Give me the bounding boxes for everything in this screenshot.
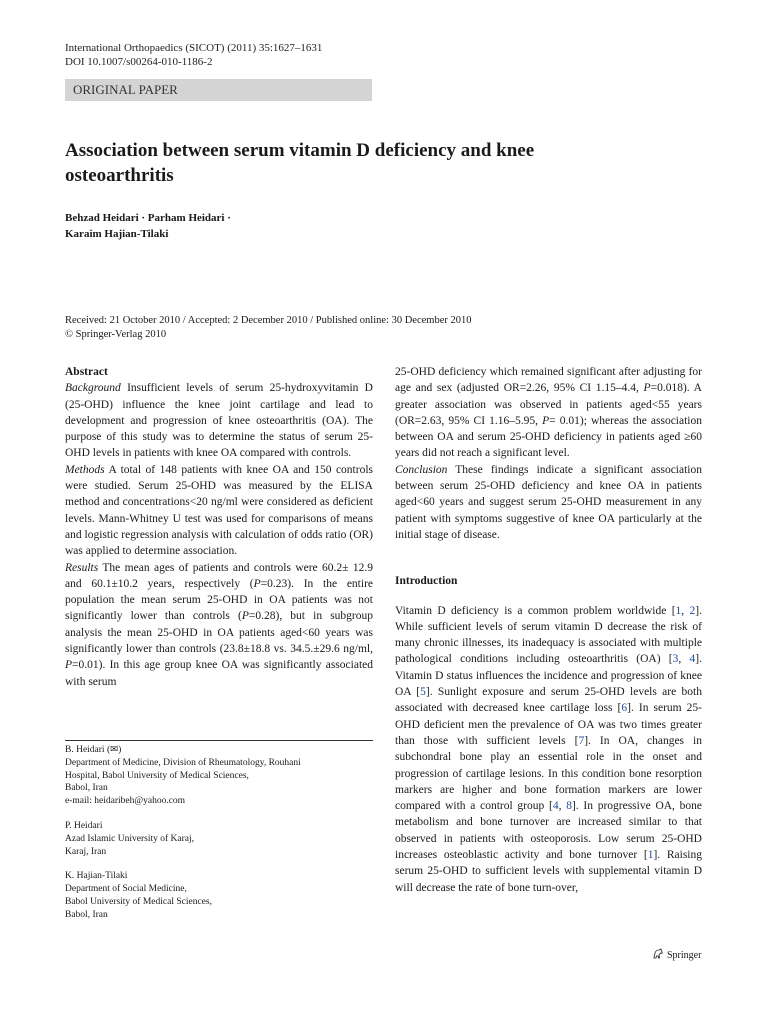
intro-text: ]. Sunlight exposure and serum 25-OHD levels are both associated with decreased knee cartilage loss [ — [395, 686, 702, 715]
citation-link[interactable]: 4 — [689, 653, 696, 666]
results-label: Results — [65, 561, 99, 574]
results-text: =0.23). In the entire population the mean serum 25-OHD in OA patients was not significantly lower than controls ( — [65, 577, 373, 623]
methods-label: Methods — [65, 463, 105, 476]
spacer — [395, 543, 702, 573]
author-list — [65, 210, 385, 242]
article-type-banner — [65, 79, 372, 101]
doi: DOI 10.1007/s00264-010-1186-2 — [65, 56, 213, 68]
abstract-conclusion — [395, 462, 702, 543]
springer-horse-icon — [652, 948, 664, 963]
journal-header — [65, 41, 322, 69]
background-label: Background — [65, 382, 121, 395]
abstract-results — [65, 560, 373, 690]
right-column — [395, 364, 702, 896]
affiliation-block — [65, 744, 365, 808]
copyright: © Springer-Verlag 2010 — [65, 329, 167, 340]
results-text: = 0.01); whereas the association between OA and serum 25-OHD deficiency in patients aged ≥60 years did not reach a significant level. — [395, 414, 702, 460]
affiliation-author: K. Hajian-Tilaki — [65, 871, 128, 882]
authors-line-1: Behzad Heidari · Parham Heidari · — [65, 212, 231, 224]
background-text: Insufficient levels of serum 25-hydroxyvitamin D (25-OHD) influence the knee joint cartilage and lead to development and progression of knee osteoarthritis (OA). The purpose of this study was to determine the status of serum 25-OHD levels in patients with knee OA compared with controls. — [65, 382, 373, 460]
affiliation-line: Department of Social Medicine, — [65, 884, 187, 895]
abstract-heading: Abstract — [65, 366, 108, 378]
results-text: The mean ages of patients and controls were 60.2± 12.9 and 60.1±10.2 years, respectively ( — [65, 561, 373, 590]
affiliation-line: Babol, Iran — [65, 909, 108, 920]
affiliation-block — [65, 870, 365, 921]
spacer — [395, 590, 702, 603]
journal-citation: International Orthopaedics (SICOT) (2011) 35:1627–1631 — [65, 42, 323, 54]
citation-link[interactable]: 8 — [566, 800, 572, 813]
results-text: =0.018). A greater association was observed in patients aged<55 years (OR=2.63, 95% CI 1.16–5.95, — [395, 382, 702, 427]
introduction-heading: Introduction — [395, 575, 458, 588]
footnote-divider — [65, 740, 373, 741]
intro-text: , — [681, 604, 690, 617]
affiliation-line: Babol University of Medical Sciences, — [65, 896, 212, 907]
intro-text: ]. Vitamin D status influences the incidence and progression of knee OA [ — [395, 653, 703, 699]
affiliation-line: Department of Medicine, Division of Rheumatology, Rouhani — [65, 757, 301, 768]
intro-text: ]. While sufficient levels of serum vitamin D decrease the risk of many chronic illnesses, its inadequacy is associated with multiple pathological conditions including osteoarthritis (OA) [ — [395, 604, 703, 666]
history-dates: Received: 21 October 2010 / Accepted: 2 December 2010 / Published online: 30 December 2010 — [65, 315, 472, 326]
p-value-label: P — [542, 414, 550, 427]
abstract-methods — [65, 462, 373, 560]
article-type-label: ORIGINAL PAPER — [73, 82, 178, 97]
authors-line-2: Karaim Hajian-Tilaki — [65, 228, 169, 240]
intro-text: ]. In serum 25-OHD deficient men the prevalence of OA was two times greater than those with sufficient levels [ — [395, 702, 703, 747]
intro-text: ]. In OA, changes in subchondral bone play an essential role in the onset and progression of cartilage lesions. In this condition bone resorption markers are higher and bone formation markers are lower compared with a control group [ — [395, 734, 702, 813]
affiliation-line: Babol, Iran — [65, 783, 108, 794]
affiliation-line: Karaj, Iran — [65, 846, 107, 857]
intro-text: , — [558, 800, 567, 813]
citation-link[interactable]: 4 — [552, 800, 559, 813]
results-text: =0.28), but in subgroup analysis the mean 25-OHD in OA patients aged<60 years was significantly lower than controls (23.8±18.8 vs. 34.5.±29.6 ng/ml, — [65, 610, 373, 656]
publication-dates — [65, 314, 625, 342]
affiliation-author: P. Heidari — [65, 820, 103, 831]
affiliation-block — [65, 820, 365, 858]
citation-link[interactable]: 1 — [647, 849, 654, 862]
results-text: =0.01). In this age group knee OA was significantly associated with serum — [65, 659, 373, 688]
p-value-label: P — [253, 577, 261, 590]
conclusion-label: Conclusion — [395, 463, 448, 476]
affiliation-line[interactable]: e-mail: heidaribeh@yahoo.com — [65, 796, 186, 807]
abstract-results-continued — [395, 364, 702, 462]
p-value-label: P — [65, 659, 73, 672]
citation-link[interactable]: 2 — [689, 604, 696, 617]
publisher-name: Springer — [667, 950, 702, 961]
affiliation-line: Azad Islamic University of Karaj, — [65, 833, 194, 844]
abstract-background — [65, 380, 373, 461]
publisher-mark — [652, 948, 701, 963]
conclusion-text: These findings indicate a significant association between serum 25-OHD deficiency and knee OA in patients aged<60 years and suggest serum 25-OHD measurement in any patient with symptoms suggestive of knee OA particularly at the initial stage of disease. — [395, 463, 702, 541]
left-column — [65, 364, 373, 690]
methods-text: A total of 148 patients with knee OA and 150 controls were studied. Serum 25-OHD was measured by the ELISA method and concentrations<20 ng/ml were considered as deficient levels. Mann-Whitney U test was used for comparisons of means and logistic regression analysis with calculation of odds ratio (OR) was applied to determine association. — [65, 463, 373, 558]
citation-link[interactable]: 5 — [420, 686, 426, 699]
affiliations — [65, 744, 365, 934]
intro-text: , — [678, 653, 690, 666]
citation-link[interactable]: 6 — [621, 702, 628, 715]
introduction-paragraph — [395, 603, 702, 896]
citation-link[interactable]: 1 — [675, 604, 682, 617]
affiliation-line: Hospital, Babol University of Medical Sciences, — [65, 770, 249, 781]
intro-text: ]. Raising serum 25-OHD to sufficient levels with supplemental vitamin D will decrease the rate of bone turn-over, — [395, 849, 702, 894]
citation-link[interactable]: 3 — [672, 653, 679, 666]
paper-title: Association between serum vitamin D deficiency and knee osteoarthritis — [65, 140, 535, 186]
p-value-label: P — [643, 382, 651, 395]
intro-text: ]. In progressive OA, bone metabolism and bone turnover are increased similar to that observed in patients with osteoporosis. Low serum 25-OHD increases osteoblastic activity and bone turnover [ — [395, 800, 703, 862]
affiliation-author: B. Heidari (✉) — [65, 745, 122, 755]
intro-text: Vitamin D deficiency is a common problem worldwide [ — [395, 604, 676, 617]
results-text: 25-OHD deficiency which remained significant after adjusting for age and sex (adjusted OR=2.26, 95% CI 1.15–4.4, — [395, 366, 702, 395]
citation-link[interactable]: 7 — [578, 734, 585, 747]
p-value-label: P — [241, 610, 249, 623]
